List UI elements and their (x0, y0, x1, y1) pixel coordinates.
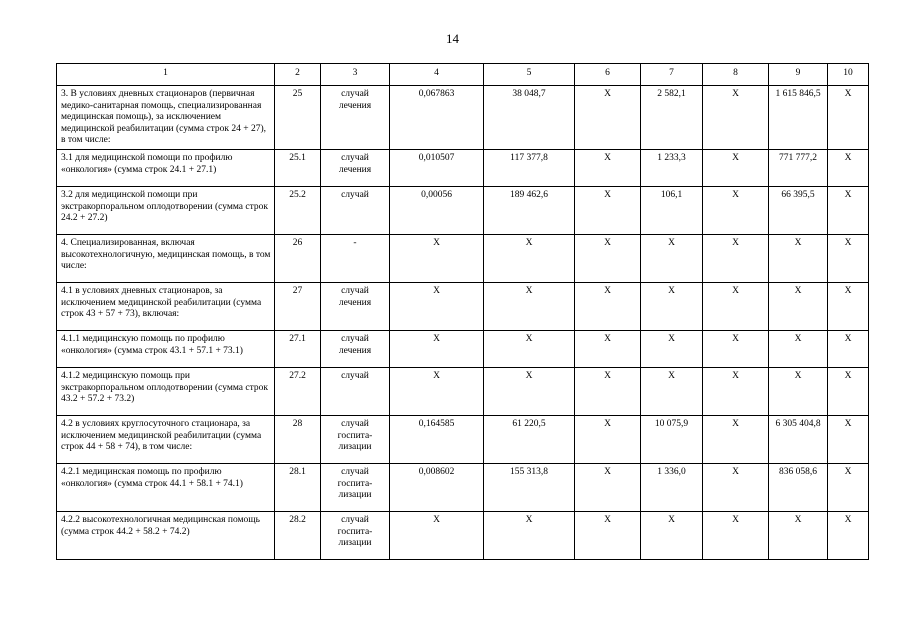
table-row (57, 512, 869, 560)
row-line-number: 25 (275, 86, 321, 150)
row-name: 3.2 для медицинской помощи при экстракорпоральном оплодотворении (сумма строк 24.2 + 27.2) (57, 187, 275, 235)
row-value: X (703, 187, 769, 235)
tariff-table (56, 63, 869, 560)
row-value: X (484, 235, 575, 283)
table-row (57, 331, 869, 368)
row-line-number: 26 (275, 235, 321, 283)
row-line-number: 28.2 (275, 512, 321, 560)
table-row (57, 235, 869, 283)
column-header: 10 (828, 64, 869, 86)
table-row (57, 86, 869, 150)
column-header: 8 (703, 64, 769, 86)
page-number: 14 (446, 31, 459, 46)
row-value: X (484, 331, 575, 368)
row-name: 4.1.1 медицинскую помощь по профилю «онкология» (сумма строк 43.1 + 57.1 + 73.1) (57, 331, 275, 368)
row-value: 1 336,0 (641, 464, 703, 512)
row-value: X (575, 331, 641, 368)
row-value: X (575, 86, 641, 150)
row-value: X (703, 512, 769, 560)
row-value: X (703, 416, 769, 464)
row-unit: случай госпита-лизации (321, 464, 390, 512)
row-name: 4.2.2 высокотехнологичная медицинская помощь (сумма строк 44.2 + 58.2 + 74.2) (57, 512, 275, 560)
row-value: X (484, 283, 575, 331)
row-value: X (484, 368, 575, 416)
column-header: 5 (484, 64, 575, 86)
row-value: X (641, 331, 703, 368)
row-line-number: 25.1 (275, 150, 321, 187)
row-value: X (575, 235, 641, 283)
row-value: X (828, 464, 869, 512)
row-value: 117 377,8 (484, 150, 575, 187)
row-value: X (390, 235, 484, 283)
row-value: X (703, 464, 769, 512)
table-row (57, 187, 869, 235)
row-value: X (703, 86, 769, 150)
row-value: 155 313,8 (484, 464, 575, 512)
row-value: 106,1 (641, 187, 703, 235)
column-header: 2 (275, 64, 321, 86)
row-name: 4.2 в условиях круглосуточного стационара, за исключением медицинской реабилитации (сумма строк 44 + 58 + 74), в том числе: (57, 416, 275, 464)
row-value: X (484, 512, 575, 560)
row-value: X (828, 283, 869, 331)
row-value: X (575, 368, 641, 416)
row-value: 66 395,5 (769, 187, 828, 235)
row-line-number: 25.2 (275, 187, 321, 235)
row-value: X (641, 512, 703, 560)
row-value: X (703, 150, 769, 187)
row-value: X (575, 150, 641, 187)
row-value: X (575, 187, 641, 235)
row-value: X (828, 416, 869, 464)
row-line-number: 27.1 (275, 331, 321, 368)
column-header: 3 (321, 64, 390, 86)
row-value: X (828, 235, 869, 283)
row-unit: случай (321, 368, 390, 416)
row-value: X (703, 331, 769, 368)
row-value: X (641, 283, 703, 331)
row-value: X (575, 283, 641, 331)
row-value: X (390, 283, 484, 331)
row-value: X (390, 331, 484, 368)
row-value: 0,00056 (390, 187, 484, 235)
row-name: 4.1.2 медицинскую помощь при экстракорпоральном оплодотворении (сумма строк 43.2 + 57.2 + 73.2) (57, 368, 275, 416)
row-unit: случай (321, 187, 390, 235)
row-value: X (769, 283, 828, 331)
row-unit: случай госпита-лизации (321, 512, 390, 560)
row-value: 0,010507 (390, 150, 484, 187)
row-value: X (828, 331, 869, 368)
row-value: 1 233,3 (641, 150, 703, 187)
row-value: 2 582,1 (641, 86, 703, 150)
row-value: 10 075,9 (641, 416, 703, 464)
row-name: 4. Специализированная, включая высокотехнологичную, медицинская помощь, в том числе: (57, 235, 275, 283)
column-header: 1 (57, 64, 275, 86)
row-value: X (390, 512, 484, 560)
row-line-number: 28.1 (275, 464, 321, 512)
row-value: 1 615 846,5 (769, 86, 828, 150)
row-value: X (703, 235, 769, 283)
row-value: X (703, 283, 769, 331)
column-header: 6 (575, 64, 641, 86)
column-header: 9 (769, 64, 828, 86)
table-row (57, 368, 869, 416)
column-header: 4 (390, 64, 484, 86)
column-number-row (57, 64, 869, 86)
row-value: 771 777,2 (769, 150, 828, 187)
table-row (57, 283, 869, 331)
row-value: 61 220,5 (484, 416, 575, 464)
row-value: 836 058,6 (769, 464, 828, 512)
row-name: 4.1 в условиях дневных стационаров, за исключением медицинской реабилитации (сумма строк 43 + 57 + 73), включая: (57, 283, 275, 331)
row-value: 38 048,7 (484, 86, 575, 150)
row-value: X (769, 235, 828, 283)
table-row (57, 150, 869, 187)
row-line-number: 28 (275, 416, 321, 464)
row-value: X (575, 416, 641, 464)
row-unit: случай лечения (321, 86, 390, 150)
row-value: X (828, 512, 869, 560)
row-value: X (828, 150, 869, 187)
row-line-number: 27 (275, 283, 321, 331)
row-unit: - (321, 235, 390, 283)
row-unit: случай лечения (321, 283, 390, 331)
row-value: 0,067863 (390, 86, 484, 150)
row-value: X (641, 235, 703, 283)
row-value: X (641, 368, 703, 416)
row-value: 189 462,6 (484, 187, 575, 235)
column-header: 7 (641, 64, 703, 86)
row-unit: случай лечения (321, 150, 390, 187)
row-value: X (390, 368, 484, 416)
row-unit: случай госпита-лизации (321, 416, 390, 464)
row-line-number: 27.2 (275, 368, 321, 416)
row-value: X (828, 368, 869, 416)
row-value: X (828, 86, 869, 150)
row-value: 0,164585 (390, 416, 484, 464)
row-value: 6 305 404,8 (769, 416, 828, 464)
row-name: 3.1 для медицинской помощи по профилю «онкология» (сумма строк 24.1 + 27.1) (57, 150, 275, 187)
row-value: X (828, 187, 869, 235)
row-value: X (575, 464, 641, 512)
row-value: X (769, 368, 828, 416)
row-value: 0,008602 (390, 464, 484, 512)
row-value: X (769, 331, 828, 368)
table-row (57, 416, 869, 464)
row-value: X (575, 512, 641, 560)
row-name: 4.2.1 медицинская помощь по профилю «онкология» (сумма строк 44.1 + 58.1 + 74.1) (57, 464, 275, 512)
row-unit: случай лечения (321, 331, 390, 368)
table-row (57, 464, 869, 512)
row-value: X (769, 512, 828, 560)
row-name: 3. В условиях дневных стационаров (первичная медико-санитарная помощь, специализированная медицинская помощь), за исключением медицинской реабилитации (сумма строк 24 + 27), в том числе: (57, 86, 275, 150)
row-value: X (703, 368, 769, 416)
